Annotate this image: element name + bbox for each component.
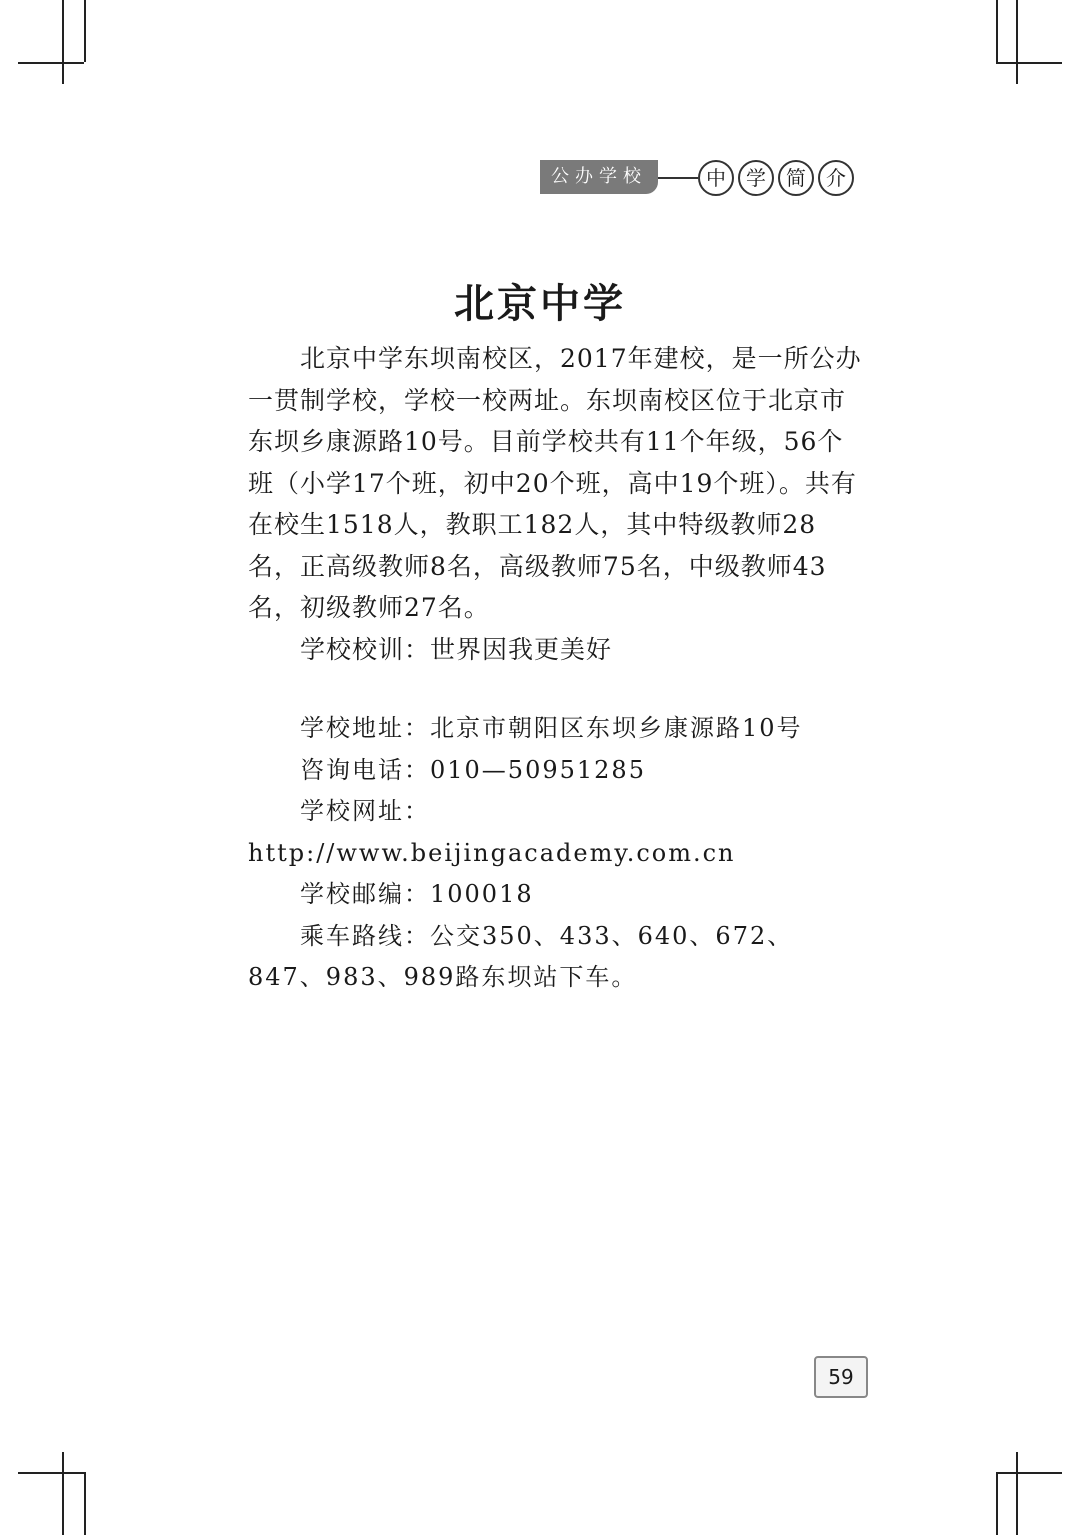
school-motto: 学校校训：世界因我更美好 bbox=[300, 634, 613, 664]
header-circle-char: 学 bbox=[738, 160, 774, 196]
address-line: 学校地址：北京市朝阳区东坝乡康源路10号 bbox=[300, 714, 803, 742]
page-title: 北京中学 bbox=[454, 281, 626, 327]
crop-mark bbox=[84, 0, 86, 62]
transit-line: 乘车路线：公交350、433、640、672、847、983、989路东坝站下车。 bbox=[248, 921, 794, 991]
crop-mark bbox=[1016, 1452, 1018, 1535]
crop-mark bbox=[1016, 0, 1018, 84]
crop-mark bbox=[62, 0, 64, 84]
intro-paragraph: 北京中学东坝南校区，2017年建校，是一所公办一贯制学校，学校一校两址。东坝南校区位于北京市东坝乡康源路10号。目前学校共有11个年级，56个班（小学17个班，初中20个班，高中19个班）。共有在校生1518人，教职工182人，其中特级教师28名，正高级教师8名，高级教师75名，中级教师43名，初级教师27名。 bbox=[248, 344, 862, 622]
header-divider bbox=[658, 177, 698, 179]
website-line: 学校网址：http://www.beijingacademy.com.cn bbox=[248, 797, 736, 867]
header-circle-char: 简 bbox=[778, 160, 814, 196]
contact-info bbox=[248, 708, 868, 999]
crop-mark bbox=[996, 1472, 1062, 1474]
phone-line: 咨询电话：010—50951285 bbox=[300, 755, 646, 784]
header-circle-char: 中 bbox=[698, 160, 734, 196]
crop-mark bbox=[18, 1472, 84, 1474]
crop-mark bbox=[996, 1472, 998, 1535]
crop-mark bbox=[18, 62, 84, 64]
crop-mark bbox=[996, 0, 998, 62]
postcode-line: 学校邮编：100018 bbox=[300, 880, 534, 908]
crop-mark bbox=[62, 1452, 64, 1535]
crop-mark bbox=[84, 1472, 86, 1535]
school-description bbox=[248, 338, 868, 670]
header-circle-char: 介 bbox=[818, 160, 854, 196]
section-tag: 公办学校 bbox=[540, 160, 658, 194]
section-header bbox=[540, 160, 860, 196]
crop-mark bbox=[996, 62, 1062, 64]
page-number: 59 bbox=[814, 1356, 868, 1398]
